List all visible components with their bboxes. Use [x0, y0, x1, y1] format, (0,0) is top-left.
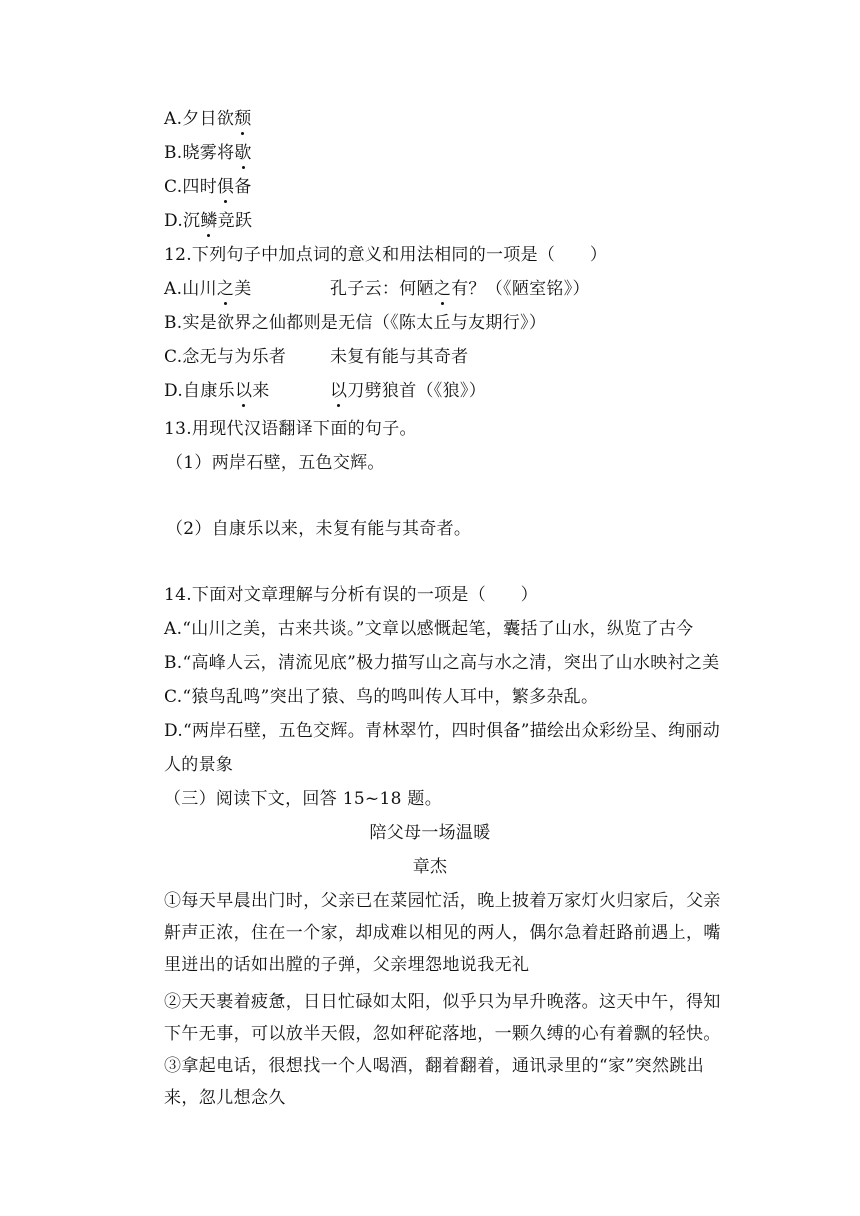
q13-sentence-1: （1）两岸石壁，五色交辉。	[166, 453, 385, 473]
q11-option-c: C.四时俱备	[164, 177, 252, 197]
article-paragraph-1: ①每天早晨出门时，父亲已在菜园忙活，晚上披着万家灯火归家后，父亲鼾声正浓，住在一个家，却成难以相见的两人，偶尔急着赶路前遇上，嘴里迸出的话如出膛的子弹，父亲埋怨地说我无礼	[164, 891, 721, 975]
q13-sentence-2: （2）自康乐以来，未复有能与其奇者。	[166, 519, 472, 539]
article-paragraph-2: ②天天裹着疲惫，日日忙碌如太阳，似乎只为早升晚落。这天中午，得知下午无事，可以放半天假，忽如秤砣落地，一颗久缚的心有着飘的轻快。③拿起电话，很想找一个人喝酒，翻着翻着，通讯录里的“家”突然跳出来，忽儿想念久	[164, 992, 721, 1108]
q14-option-d-line1: D.“两岸石壁，五色交辉。青林翠竹，四时俱备”描绘出众彩纷呈、绚丽动	[164, 721, 721, 741]
q12-option-b: B.实是欲界之仙都则是无信（《陈太丘与友期行》）	[164, 313, 547, 333]
q11-option-b: B.晓雾将歇	[164, 143, 252, 163]
q11-option-a: A.夕日欲颓	[164, 109, 252, 129]
q14-option-d-line2: 人的景象	[164, 755, 234, 775]
article-title: 陪父母一场温暖	[369, 823, 491, 843]
q14-stem: 14.下面对文章理解与分析有误的一项是（ ）	[164, 585, 538, 605]
q14-option-b: B.“高峰人云，清流见底”极力描写山之高与水之清，突出了山水映衬之美	[164, 653, 720, 673]
q12-option-d: D.自康乐以来 以刀劈狼首（《狼》）	[164, 381, 487, 401]
q14-option-a: A.“山川之美，古来共谈。”文章以感慨起笔，囊括了山水，纵览了古今	[164, 619, 694, 639]
q14-option-c: C.“猿鸟乱鸣”突出了猿、鸟的鸣叫传人耳中，繁多杂乱。	[164, 687, 599, 707]
section-3-heading: （三）阅读下文，回答 15~18 题。	[164, 789, 443, 809]
q13-stem: 13.用现代汉语翻译下面的句子。	[164, 419, 417, 439]
article-author: 章杰	[412, 857, 448, 877]
q12-stem: 12.下列句子中加点词的意义和用法相同的一项是（ ）	[164, 245, 608, 265]
q12-option-a: A.山川之美 孔子云：何陋之有？（《陋室铭》）	[164, 279, 590, 299]
q11-option-d: D.沉鳞竞跃	[164, 211, 253, 231]
q12-option-c: C.念无与为乐者 未复有能与其奇者	[164, 347, 469, 367]
